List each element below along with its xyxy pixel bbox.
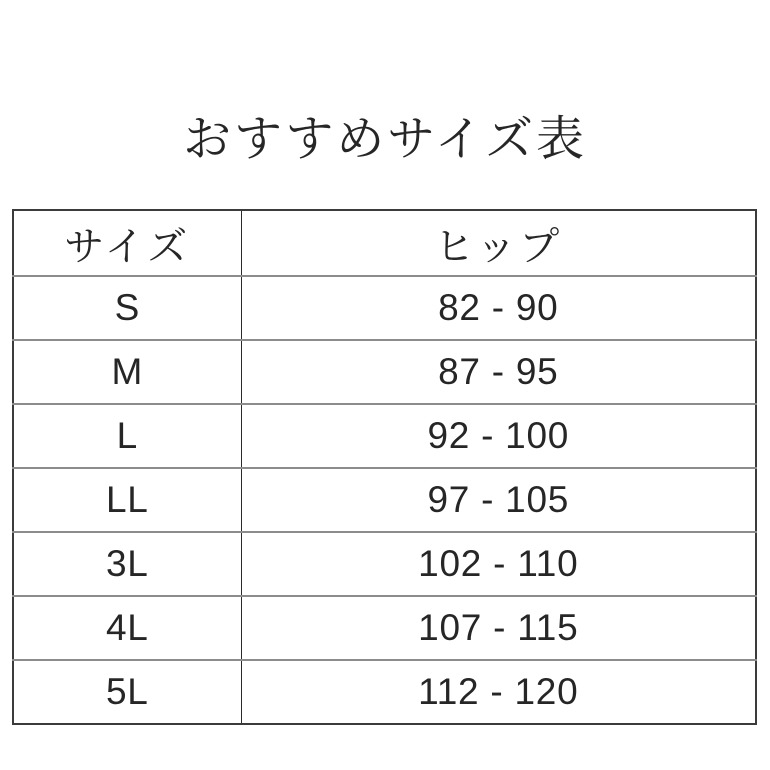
size-cell: 5L [13,660,241,724]
table-row [13,340,756,404]
size-table-body [13,276,756,724]
size-cell: 4L [13,596,241,660]
hip-cell: 112 - 120 [241,660,756,724]
table-header-row [13,210,756,276]
table-row [13,468,756,532]
hip-cell: 107 - 115 [241,596,756,660]
size-cell: 3L [13,532,241,596]
column-header-hip: ヒップ [241,210,756,276]
hip-cell: 87 - 95 [241,340,756,404]
hip-cell: 102 - 110 [241,532,756,596]
size-table [12,209,757,725]
hip-cell: 82 - 90 [438,287,559,328]
size-cell: M [13,340,241,404]
table-row [13,276,756,340]
size-cell: S [13,276,241,340]
hip-cell: 97 - 105 [241,468,756,532]
table-row [13,660,756,724]
size-cell: LL [13,468,241,532]
table-row [13,532,756,596]
table-row [13,596,756,660]
table-row [13,404,756,468]
size-table-header [13,210,756,276]
size-cell: L [13,404,241,468]
column-header-size: サイズ [13,210,241,276]
page-title: おすすめサイズ表 [183,113,587,166]
hip-cell: 92 - 100 [241,404,756,468]
